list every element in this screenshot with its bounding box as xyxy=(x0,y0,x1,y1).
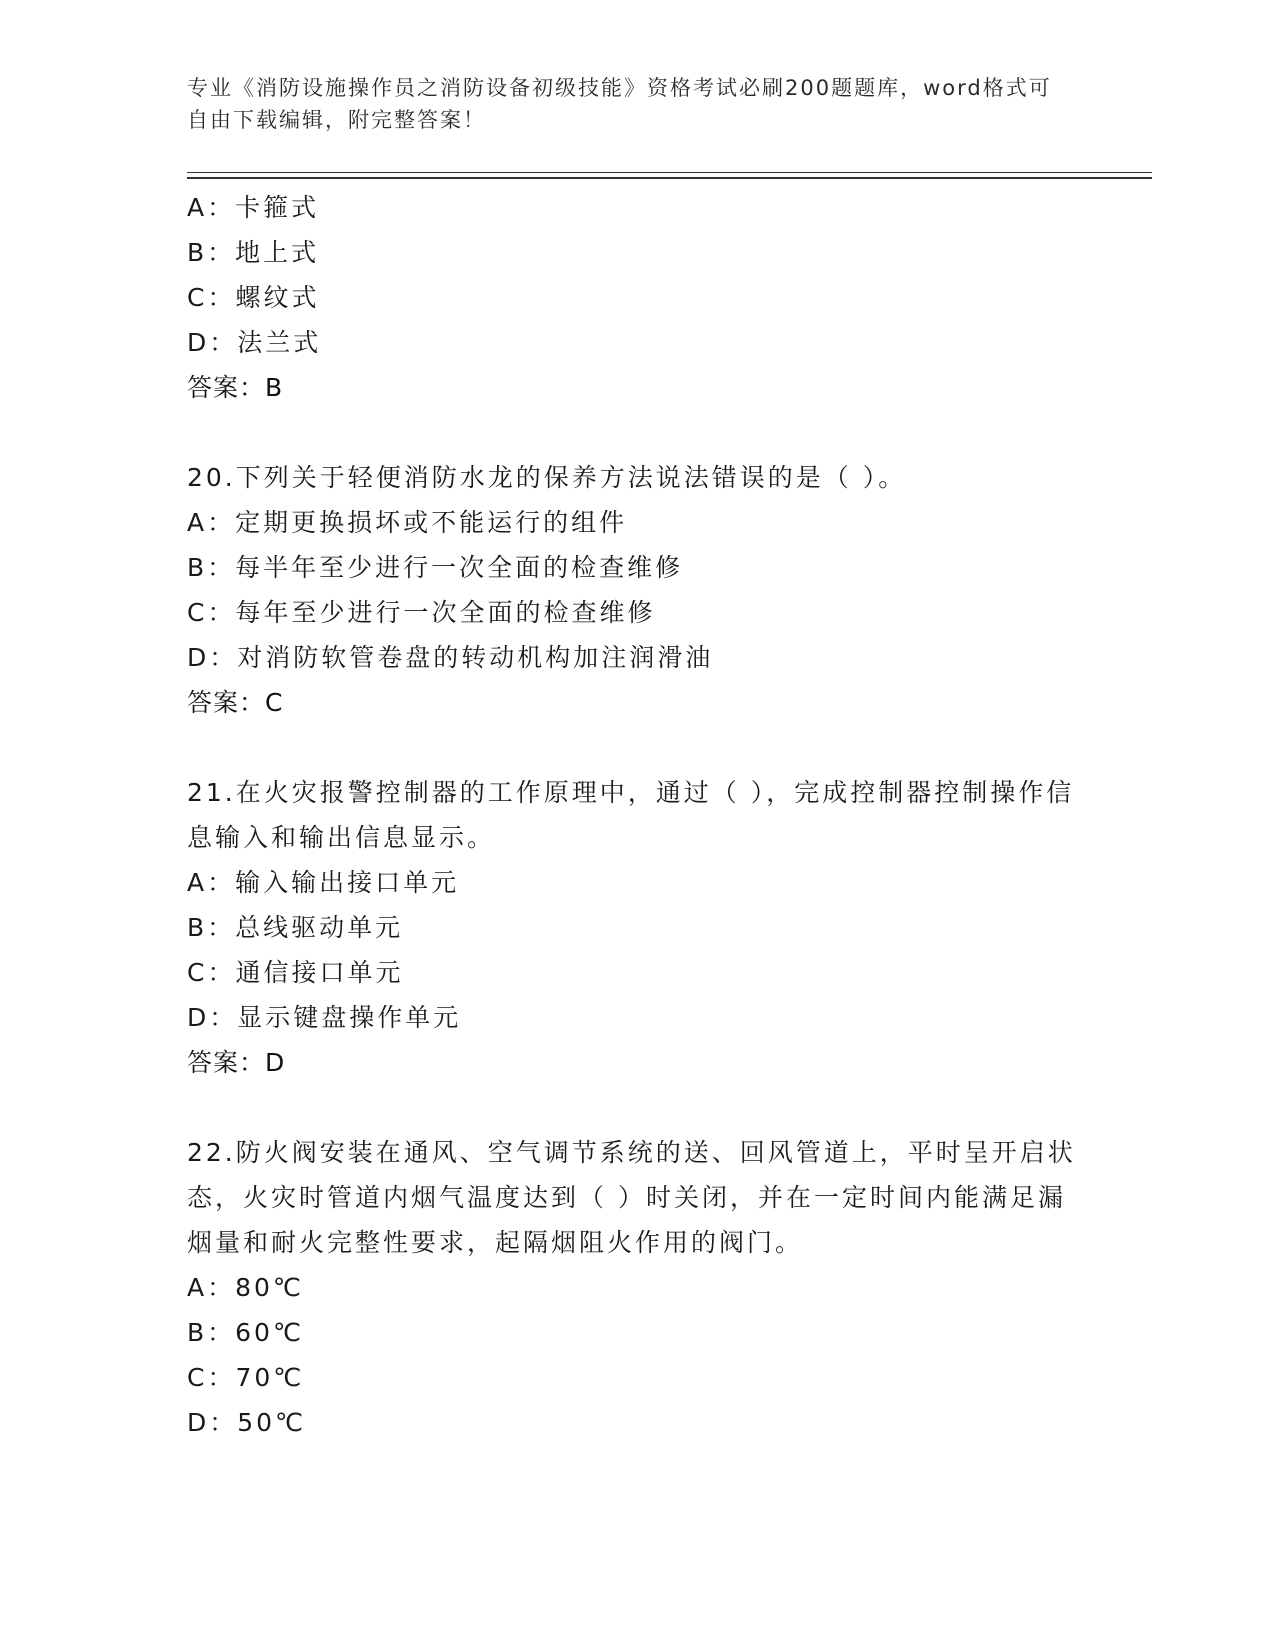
q20-option-a: A：定期更换损坏或不能运行的组件 xyxy=(187,508,628,537)
q19-option-a: A：卡箍式 xyxy=(187,193,320,222)
q22-option-b: B：60℃ xyxy=(187,1318,305,1347)
q21-option-a: A：输入输出接口单元 xyxy=(187,868,460,897)
q20-answer: 答案：C xyxy=(187,688,284,717)
q22-question: 22.防火阀安装在通风、空气调节系统的送、回风管道上，平时呈开启状态，火灾时管道内烟气温度达到（ ）时关闭，并在一定时间内能满足漏烟量和耐火完整性要求，起隔烟阻火作用的阀门。 xyxy=(187,1138,1076,1257)
q20-option-b: B：每半年至少进行一次全面的检查维修 xyxy=(187,553,684,582)
q22-option-c: C：70℃ xyxy=(187,1363,305,1392)
header-divider-thick xyxy=(187,177,1152,179)
q19-answer: 答案：B xyxy=(187,373,284,402)
q20-option-d: D：对消防软管卷盘的转动机构加注润滑油 xyxy=(187,643,714,672)
q21-option-d: D：显示键盘操作单元 xyxy=(187,1003,462,1032)
q19-option-b: B：地上式 xyxy=(187,238,320,267)
q21-option-b: B：总线驱动单元 xyxy=(187,913,404,942)
q22-option-d: D：50℃ xyxy=(187,1408,307,1437)
q22-option-a: A：80℃ xyxy=(187,1273,304,1302)
q20-option-c: C：每年至少进行一次全面的检查维修 xyxy=(187,598,656,627)
q19-option-d: D：法兰式 xyxy=(187,328,322,357)
document-header: 专业《消防设施操作员之消防设备初级技能》资格考试必刷200题题库，word格式可自由下载编辑，附完整答案！ xyxy=(187,76,1052,132)
q21-question: 21.在火灾报警控制器的工作原理中，通过（ ），完成控制器控制操作信息输入和输出信息显示。 xyxy=(187,778,1075,852)
q20-question: 20.下列关于轻便消防水龙的保养方法说法错误的是（ ）。 xyxy=(187,463,907,492)
q21-option-c: C：通信接口单元 xyxy=(187,958,404,987)
q19-option-c: C：螺纹式 xyxy=(187,283,320,312)
q21-answer: 答案：D xyxy=(187,1048,286,1077)
header-divider-thin xyxy=(187,172,1152,173)
